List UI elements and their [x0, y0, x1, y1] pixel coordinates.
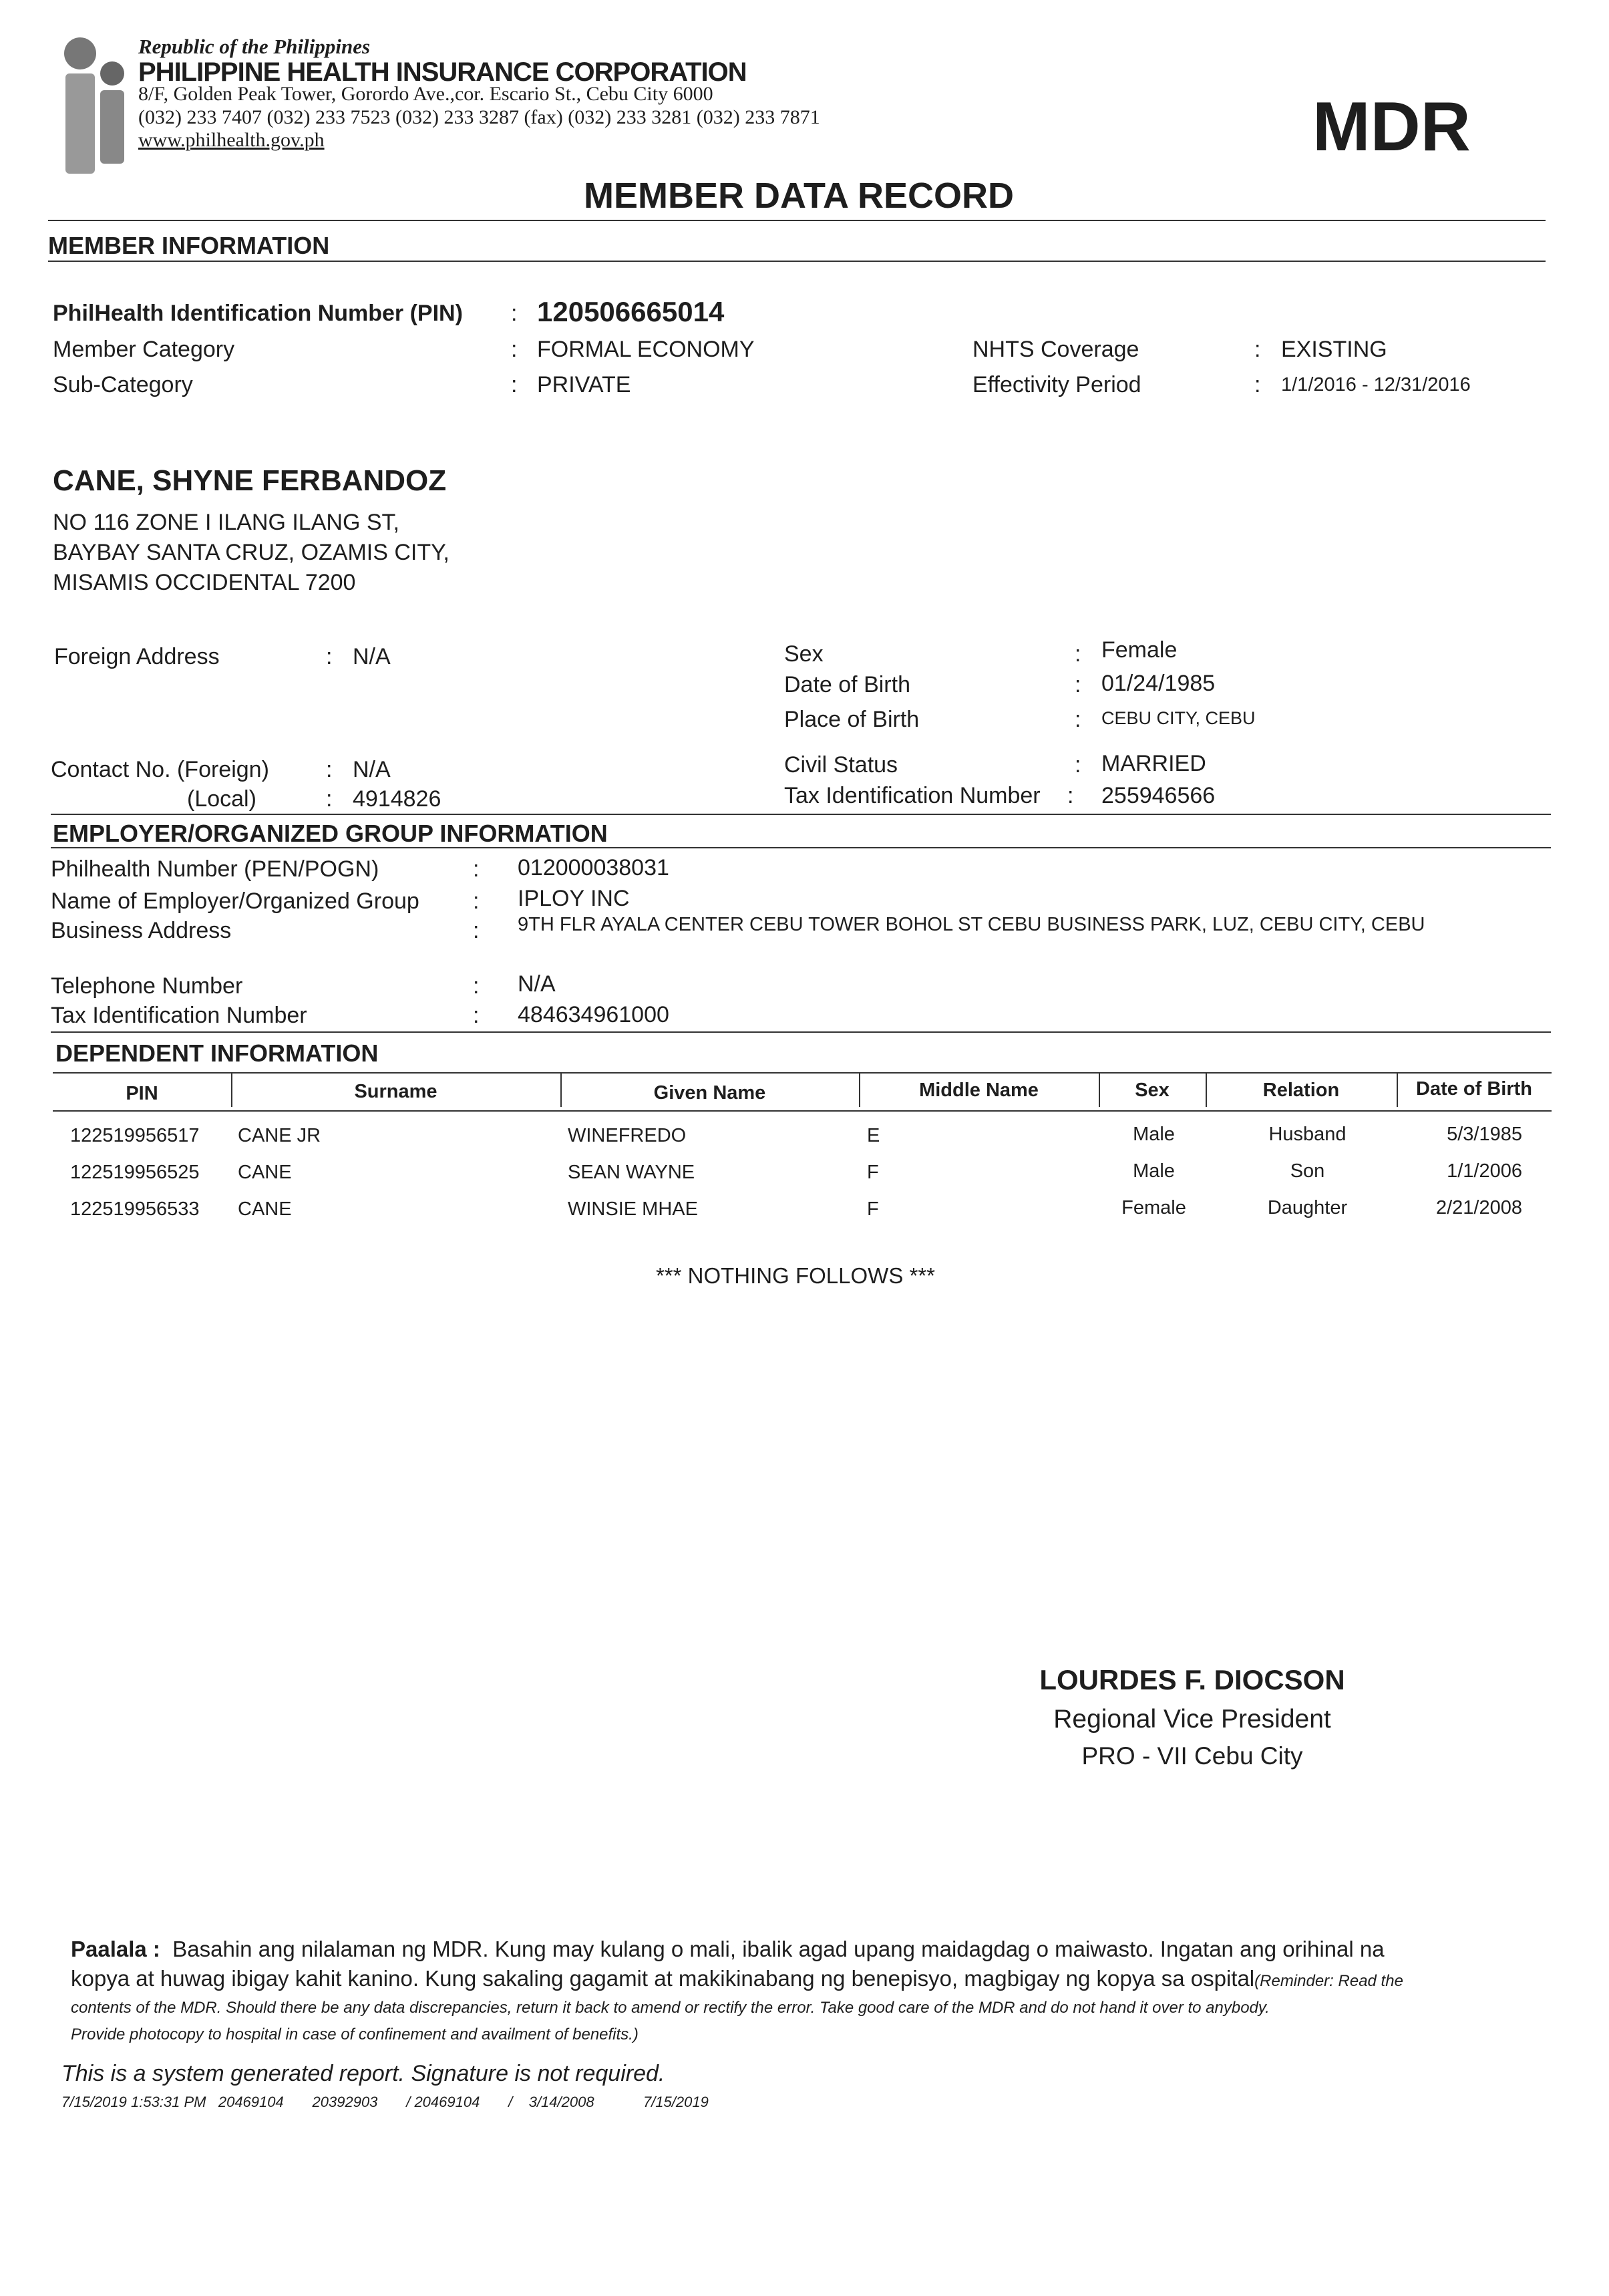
nhts-label: NHTS Coverage	[972, 337, 1139, 362]
divider	[48, 261, 1546, 262]
cell-given-name: WINSIE MHAE	[568, 1198, 698, 1220]
effectivity-value: 1/1/2016 - 12/31/2016	[1281, 374, 1471, 395]
business-address-value: 9TH FLR AYALA CENTER CEBU TOWER BOHOL ST CEBU BUSINESS PARK, LUZ, CEBU CITY, CEBU	[518, 914, 1425, 935]
cell-surname: CANE JR	[238, 1125, 321, 1146]
divider	[51, 847, 1551, 848]
cell-surname: CANE	[238, 1162, 292, 1183]
sex-value: Female	[1101, 637, 1178, 663]
reminder-line-2: contents of the MDR. Should there be any data discrepancies, return it back to amend or rectify the error. Take good care of the MDR and do not hand it over to anybody.	[71, 1999, 1270, 2017]
colon: :	[326, 786, 333, 812]
address-line-1: NO 116 ZONE I ILANG ILANG ST,	[53, 510, 399, 535]
dob-value: 01/24/1985	[1101, 671, 1216, 696]
stamp-date-2: 7/15/2019	[643, 2094, 709, 2110]
member-section-title: MEMBER INFORMATION	[48, 232, 330, 259]
signatory-office: PRO - VII Cebu City	[1081, 1742, 1303, 1770]
signatory-name: LOURDES F. DIOCSON	[1039, 1664, 1345, 1695]
paalala-text-1: Basahin ang nilalaman ng MDR. Kung may kulang o mali, ibalik agad upang maidagdag o maiwasto. Ingatan ang orihinal na	[172, 1937, 1385, 1961]
divider	[51, 814, 1551, 815]
sex-label: Sex	[784, 641, 824, 667]
effectivity-label: Effectivity Period	[972, 372, 1141, 397]
cell-sex: Female	[1121, 1197, 1186, 1218]
contact-foreign-label: Contact No. (Foreign)	[51, 757, 269, 782]
civil-status-value: MARRIED	[1101, 751, 1206, 776]
colon: :	[473, 1003, 480, 1028]
employer-section-title: EMPLOYER/ORGANIZED GROUP INFORMATION	[53, 820, 608, 847]
contact-local-label: (Local)	[187, 786, 256, 812]
subcategory-value: PRIVATE	[537, 372, 631, 397]
cell-sex: Male	[1133, 1124, 1175, 1145]
cell-relation: Husband	[1268, 1124, 1347, 1145]
pen-label: Philhealth Number (PEN/POGN)	[51, 856, 379, 882]
stamp-date-1: 3/14/2008	[528, 2094, 594, 2110]
address-line-2: BAYBAY SANTA CRUZ, OZAMIS CITY,	[53, 540, 450, 565]
paalala-line-1	[71, 1938, 1385, 1960]
dob-label: Date of Birth	[784, 672, 910, 697]
column-header-surname: Surname	[354, 1081, 437, 1102]
tin-value: 255946566	[1101, 783, 1216, 808]
colon: :	[511, 337, 518, 362]
system-generated-note: This is a system generated report. Signature is not required.	[61, 2061, 665, 2086]
civil-status-label: Civil Status	[784, 752, 898, 778]
republic-label: Republic of the Philippines	[138, 35, 371, 58]
cell-dob: 2/21/2008	[1435, 1197, 1522, 1218]
reminder-text-1: (Reminder: Read the	[1254, 1972, 1403, 1990]
column-header-dob: Date of Birth	[1416, 1078, 1532, 1100]
colon: :	[511, 372, 518, 397]
dependent-section-title: DEPENDENT INFORMATION	[55, 1039, 379, 1067]
foreign-address-value: N/A	[353, 644, 391, 669]
colon: :	[473, 856, 480, 882]
org-address: 8/F, Golden Peak Tower, Gorordo Ave.,cor. Escario St., Cebu City 6000	[138, 83, 713, 105]
org-website[interactable]: www.philhealth.gov.ph	[138, 129, 325, 151]
stamp-datetime: 7/15/2019 1:53:31 PM	[61, 2094, 206, 2110]
column-header-relation: Relation	[1262, 1080, 1340, 1101]
contact-foreign-value: N/A	[353, 757, 391, 782]
cell-middle-name: F	[867, 1198, 879, 1220]
category-label: Member Category	[53, 337, 235, 362]
divider	[48, 220, 1546, 221]
column-header-sex: Sex	[1135, 1080, 1170, 1101]
cell-relation: Daughter	[1267, 1197, 1348, 1218]
stamp-separator: /	[508, 2094, 513, 2110]
mdr-code: MDR	[1312, 88, 1471, 166]
signatory-title: Regional Vice President	[1053, 1705, 1331, 1734]
employer-name-value: IPLOY INC	[518, 886, 630, 911]
employer-tin-value: 484634961000	[518, 1002, 669, 1027]
table-header-border	[53, 1110, 1552, 1112]
colon: :	[1075, 752, 1081, 778]
cell-pin: 122519956525	[70, 1162, 200, 1183]
org-phones: (032) 233 7407 (032) 233 7523 (032) 233 3287 (fax) (032) 233 3281 (032) 233 7871	[138, 106, 820, 128]
pen-value: 012000038031	[518, 855, 669, 880]
tin-label: Tax Identification Number	[784, 783, 1041, 808]
nothing-follows: *** NOTHING FOLLOWS ***	[655, 1263, 936, 1288]
colon: :	[1075, 672, 1081, 697]
column-header-middle-name: Middle Name	[919, 1080, 1039, 1101]
pin-label: PhilHealth Identification Number (PIN)	[53, 301, 463, 326]
column-header-pin: PIN	[126, 1083, 158, 1104]
cell-dob: 5/3/1985	[1447, 1124, 1522, 1145]
contact-local-value: 4914826	[353, 786, 441, 812]
cell-pin: 122519956517	[70, 1125, 200, 1146]
colon: :	[1075, 641, 1081, 667]
cell-relation: Son	[1290, 1160, 1325, 1182]
pob-label: Place of Birth	[784, 707, 920, 732]
category-value: FORMAL ECONOMY	[537, 337, 755, 362]
philhealth-logo-icon	[53, 37, 134, 177]
cell-middle-name: F	[867, 1162, 879, 1183]
stamp-id-2: 20392903	[312, 2094, 378, 2110]
stamp-id-3: / 20469104	[406, 2094, 480, 2110]
cell-middle-name: E	[867, 1125, 880, 1146]
table-top-border	[53, 1072, 1552, 1074]
colon: :	[1075, 707, 1081, 732]
cell-dob: 1/1/2006	[1447, 1160, 1522, 1182]
print-stamp	[61, 2095, 709, 2110]
telephone-value: N/A	[518, 971, 556, 997]
pin-value: 120506665014	[537, 296, 725, 327]
colon: :	[326, 757, 333, 782]
paalala-text-2: kopya at huwag ibigay kahit kanino. Kung sakaling gagamit at makikinabang ng benepisyo, magbigay ng kopya sa ospital	[71, 1966, 1255, 1991]
employer-tin-label: Tax Identification Number	[51, 1003, 307, 1028]
colon: :	[1067, 783, 1074, 808]
nhts-value: EXISTING	[1281, 337, 1387, 362]
foreign-address-label: Foreign Address	[54, 644, 220, 669]
stamp-id-1: 20469104	[218, 2094, 284, 2110]
reminder-line-3: Provide photocopy to hospital in case of confinement and availment of benefits.)	[71, 2025, 639, 2043]
paalala-line-2	[71, 1967, 1403, 1989]
org-name: PHILIPPINE HEALTH INSURANCE CORPORATION	[138, 57, 747, 87]
cell-sex: Male	[1133, 1160, 1175, 1182]
colon: :	[1254, 337, 1261, 362]
subcategory-label: Sub-Category	[53, 372, 193, 397]
column-header-given-name: Given Name	[653, 1082, 766, 1104]
page-title: MEMBER DATA RECORD	[584, 176, 1014, 216]
divider	[51, 1031, 1551, 1033]
colon: :	[1254, 372, 1261, 397]
business-address-label: Business Address	[51, 918, 232, 943]
pob-value: CEBU CITY, CEBU	[1101, 708, 1256, 728]
colon: :	[473, 918, 480, 943]
colon: :	[473, 888, 480, 914]
employer-name-label: Name of Employer/Organized Group	[51, 888, 419, 914]
cell-surname: CANE	[238, 1198, 292, 1220]
paalala-label: Paalala :	[71, 1937, 160, 1961]
colon: :	[473, 973, 480, 999]
member-name: CANE, SHYNE FERBANDOZ	[53, 464, 447, 497]
colon: :	[326, 644, 333, 669]
cell-given-name: WINEFREDO	[568, 1125, 687, 1146]
telephone-label: Telephone Number	[51, 973, 243, 999]
cell-given-name: SEAN WAYNE	[568, 1162, 695, 1183]
cell-pin: 122519956533	[70, 1198, 200, 1220]
colon: :	[511, 301, 518, 326]
address-line-3: MISAMIS OCCIDENTAL 7200	[53, 570, 356, 595]
